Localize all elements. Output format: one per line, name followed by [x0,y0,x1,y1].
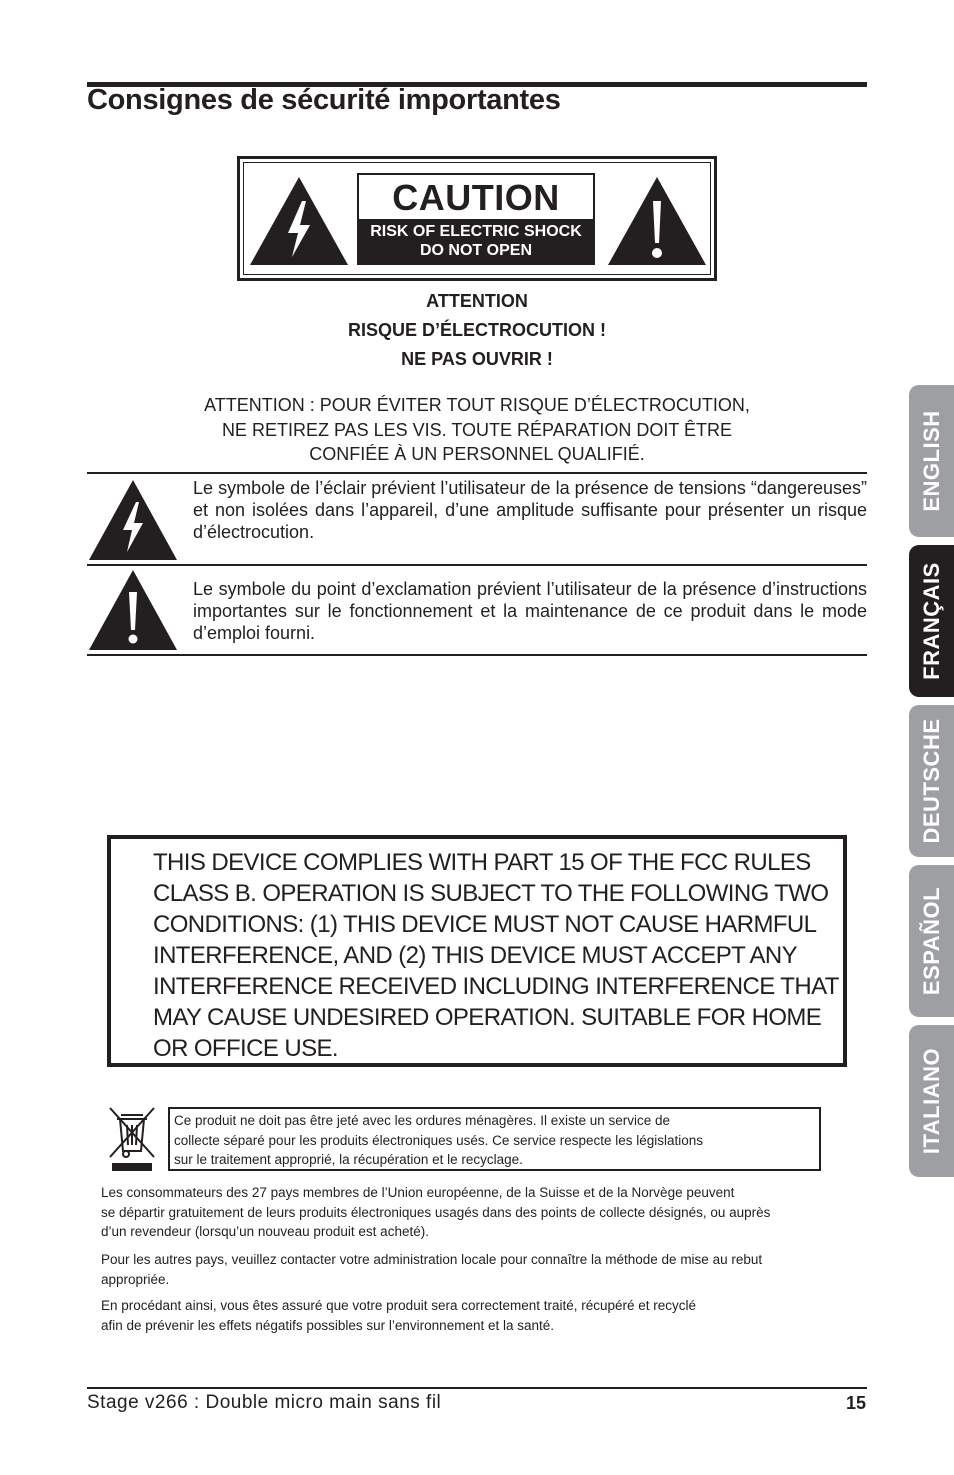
page-title: Consignes de sécurité importantes [87,84,561,116]
symbol-description: Le symbole de l’éclair prévient l’utilisateur de la présence de tensions “dangereuses” et non isolées dans l’appareil, d’une amplitude suffisante pour présenter un risque d’électrocution. [193,478,867,542]
environment-paragraph [101,1296,861,1335]
divider [87,654,867,656]
fcc-line: MAY CAUSE UNDESIRED OPERATION. SUITABLE FOR HOME [153,1004,822,1031]
attention-line: RISQUE D’ÉLECTROCUTION ! [347,320,606,340]
exclamation-warning-icon [87,568,179,652]
caution-word: CAUTION [392,177,560,218]
paragraph-line: Pour les autres pays, veuillez contacter votre administration locale pour connaître la méthode de mise au rebut [101,1252,763,1267]
warning-line: ATTENTION : POUR ÉVITER TOUT RISQUE D’ÉLECTROCUTION, [204,395,750,415]
caution-label [237,156,717,281]
caution-line: RISK OF ELECTRIC SHOCK [370,223,582,240]
warning-line: CONFIÉE À UN PERSONNEL QUALIFIÉ. [309,444,645,464]
symbol-row-lightning [87,474,867,562]
lightning-warning-icon [87,478,179,562]
paragraph-line: se départir gratuitement de leurs produits électroniques usagés dans des points de collecte désignés, ou auprès [101,1204,771,1220]
weee-line: Ce produit ne doit pas être jeté avec les ordures ménagères. Il existe un service de [174,1113,671,1128]
other-countries-paragraph [101,1250,861,1289]
fcc-statement [107,835,847,1067]
tab-francais[interactable] [909,545,954,697]
page-number: 15 [845,1393,866,1413]
symbol-description: Le symbole du point d’exclamation prévient l’utilisateur de la présence d’instructions importantes sur le fonctionnement et la maintenance de ce produit dans le mode d’emploi fourni. [193,579,867,643]
symbol-row-exclamation [87,566,867,654]
weee-notice [168,1107,821,1171]
caution-strip [359,219,593,263]
attention-heading [87,287,867,374]
fcc-line: THIS DEVICE COMPLIES WITH PART 15 OF THE FCC RULES [153,849,811,876]
fcc-line: INTERFERENCE, AND (2) THIS DEVICE MUST ACCEPT ANY [153,942,798,969]
disposal-paragraph [101,1183,861,1242]
attention-warning [150,393,804,467]
lightning-warning-icon [248,175,350,267]
fcc-line: OR OFFICE USE. [153,1035,338,1062]
fcc-line: CLASS B. OPERATION IS SUBJECT TO THE FOLLOWING TWO [153,880,829,907]
tab-label: ENGLISH [918,410,944,512]
weee-line: collecte séparé pour les produits électroniques usés. Ce service respecte les législations [174,1132,704,1148]
tab-english[interactable] [909,385,954,537]
paragraph-line: Les consommateurs des 27 pays membres de l’Union européenne, de la Suisse et de la Norvège peuvent [101,1185,735,1200]
footer-rule [87,1387,867,1389]
fcc-line: INTERFERENCE RECEIVED INCLUDING INTERFERENCE THAT [153,973,839,1000]
tab-deutsche[interactable] [909,705,954,857]
fcc-line: CONDITIONS: (1) THIS DEVICE MUST NOT CAUSE HARMFUL [153,911,817,938]
tab-label: FRANÇAIS [918,562,944,680]
caution-line: DO NOT OPEN [419,242,532,259]
attention-line: NE PAS OUVRIR ! [401,349,553,369]
footer-title: Stage v266 : Double micro main sans fil [87,1392,442,1413]
paragraph-line: d’un revendeur (lorsqu’un nouveau produit est acheté). [101,1224,429,1239]
paragraph-line: En procédant ainsi, vous êtes assuré que votre produit sera correctement traité, récupéré et recyclé [101,1298,697,1313]
exclamation-warning-icon [606,175,708,267]
caution-panel [357,173,595,265]
paragraph-line: appropriée. [101,1271,170,1287]
attention-line: ATTENTION [426,291,528,311]
tab-label: ITALIANO [918,1047,944,1155]
tab-label: DEUTSCHE [918,718,944,844]
weee-line: sur le traitement approprié, la récupération et le recyclage. [174,1152,523,1167]
warning-line: NE RETIREZ PAS LES VIS. TOUTE RÉPARATION DOIT ÊTRE [221,419,733,440]
paragraph-line: afin de prévenir les effets négatifs possibles sur l’environnement et la santé. [101,1317,555,1333]
tab-italiano[interactable] [909,1025,954,1177]
tab-espanol[interactable] [909,865,954,1017]
tab-label: ESPAÑOL [918,886,944,996]
crossed-bin-icon [107,1105,157,1173]
